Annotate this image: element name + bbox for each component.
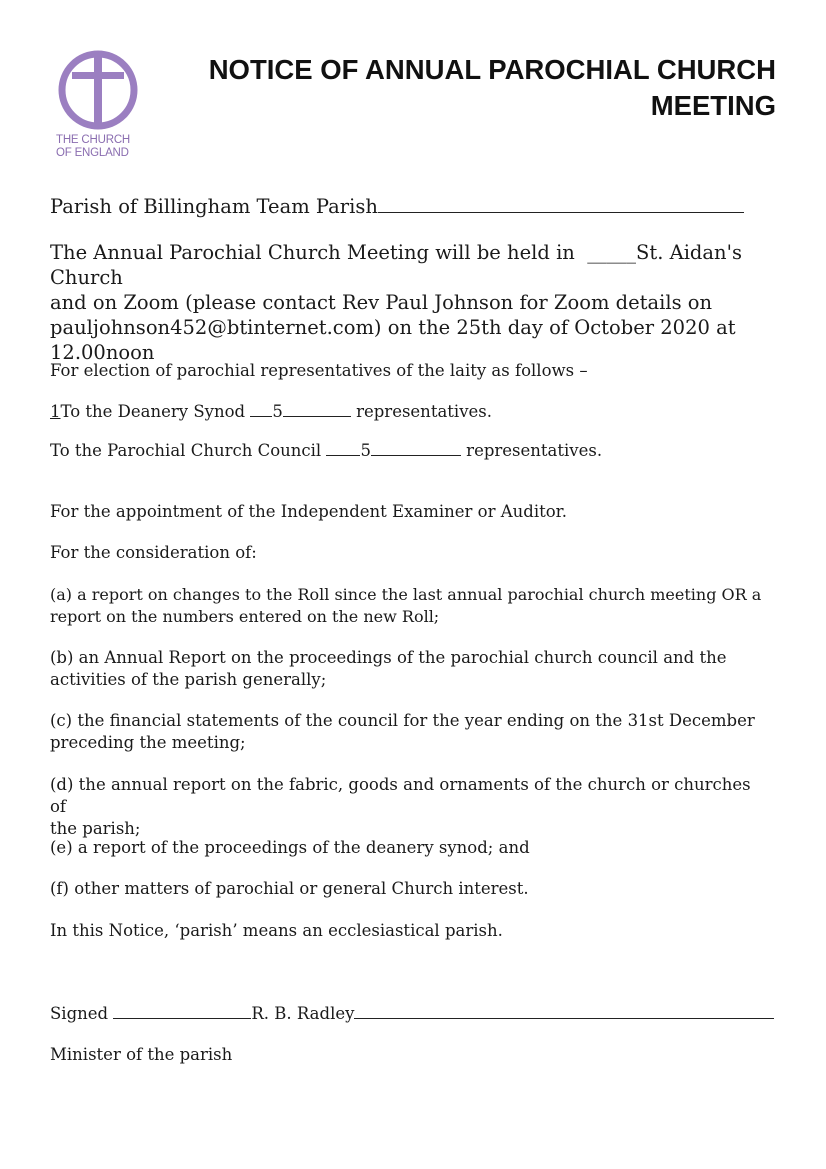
- deanery-number: 1: [50, 402, 61, 421]
- deanery-count: 5: [272, 402, 283, 421]
- signature-underline: [354, 1017, 774, 1019]
- pcc-blank-after: [371, 454, 461, 456]
- list-item-a-line2: report on the numbers entered on the new Roll;: [50, 607, 440, 626]
- parish-line: [50, 194, 744, 219]
- election-intro: For election of parochial representatives of the laity as follows –: [50, 361, 588, 380]
- list-item-f: (f) other matters of parochial or general Church interest.: [50, 879, 529, 898]
- meeting-place: St. Aidan's Church: [50, 241, 742, 289]
- logo-text-line1: THE CHURCH: [56, 134, 131, 146]
- signatory-role: Minister of the parish: [50, 1045, 233, 1064]
- signature-blank: [113, 1017, 251, 1019]
- signature-line: [50, 1003, 770, 1025]
- meeting-line1: [50, 240, 780, 290]
- deanery-blank-before: [250, 415, 272, 417]
- church-of-england-logo: [56, 48, 140, 160]
- pcc-label: To the Parochial Church Council: [50, 441, 327, 460]
- signatory-name: R. B. Radley: [251, 1004, 355, 1023]
- list-item-a-line1: (a) a report on changes to the Roll since the last annual parochial church meeting OR a: [50, 585, 762, 604]
- list-item-a: [50, 584, 770, 628]
- deanery-line: [50, 401, 770, 423]
- parish-underline: [378, 211, 744, 213]
- meeting-line3: pauljohnson452@btinternet.com) on the 25th day of October 2020 at: [50, 316, 736, 339]
- logo-text-line2: OF ENGLAND: [56, 147, 129, 159]
- list-item-d-line1: (d) the annual report on the fabric, goods and ornaments of the church or churches of: [50, 775, 751, 816]
- page-title: [136, 52, 776, 124]
- meeting-place-blank: _____: [587, 241, 637, 264]
- list-item-e: (e) a report of the proceedings of the deanery synod; and: [50, 838, 530, 857]
- appointment-text: For the appointment of the Independent Examiner or Auditor.: [50, 502, 567, 521]
- meeting-paragraph: [50, 240, 780, 365]
- meeting-line4: 12.00noon: [50, 341, 155, 364]
- parish-text: Parish of Billingham Team Parish: [50, 195, 378, 218]
- meeting-line2: and on Zoom (please contact Rev Paul Johnson for Zoom details on: [50, 291, 713, 314]
- consideration-intro: For the consideration of:: [50, 543, 257, 562]
- list-item-c-line2: preceding the meeting;: [50, 733, 246, 752]
- signature-label: Signed: [50, 1004, 114, 1023]
- list-item-c-line1: (c) the financial statements of the council for the year ending on the 31st December: [50, 711, 755, 730]
- list-item-c: [50, 710, 770, 754]
- pcc-suffix: representatives.: [460, 441, 603, 460]
- cross-circle-icon: [56, 48, 140, 132]
- list-item-d: [50, 774, 770, 840]
- meeting-line1-prefix: The Annual Parochial Church Meeting will be held in: [50, 241, 588, 264]
- list-item-b: [50, 647, 770, 691]
- deanery-label: To the Deanery Synod: [60, 402, 251, 421]
- title-line1: NOTICE OF ANNUAL PAROCHIAL CHURCH: [208, 54, 776, 85]
- list-item-b-line2: activities of the parish generally;: [50, 670, 327, 689]
- title-line2: MEETING: [650, 90, 776, 121]
- pcc-count: 5: [360, 441, 371, 460]
- deanery-suffix: representatives.: [350, 402, 492, 421]
- list-item-d-line2: the parish;: [50, 819, 141, 838]
- pcc-blank-before: [326, 454, 360, 456]
- deanery-blank-after: [283, 415, 351, 417]
- list-item-b-line1: (b) an Annual Report on the proceedings of the parochial church council and the: [50, 648, 727, 667]
- pcc-line: [50, 440, 770, 462]
- parish-definition: In this Notice, ‘parish’ means an ecclesiastical parish.: [50, 921, 503, 940]
